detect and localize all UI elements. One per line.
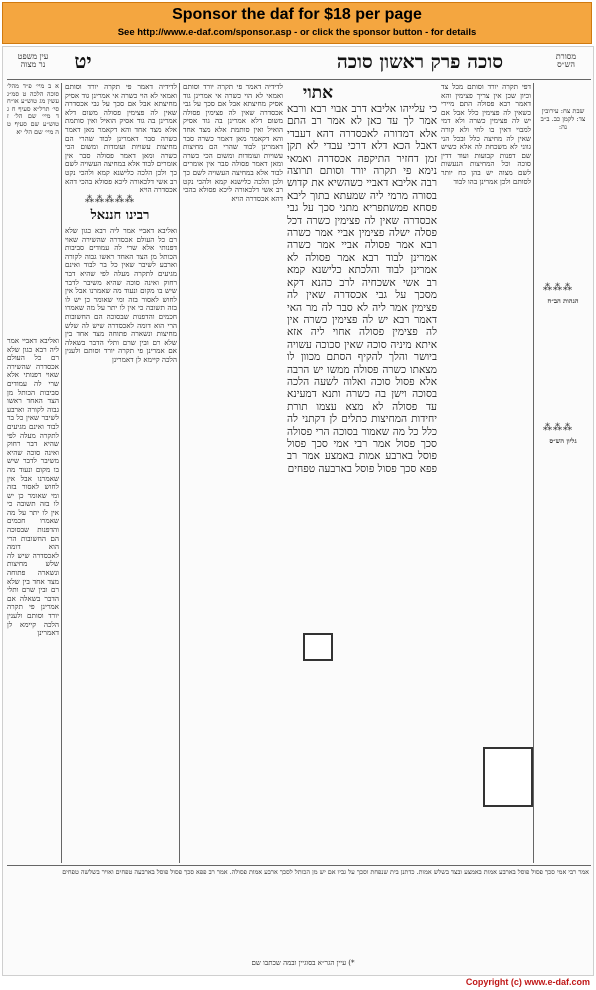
bottom-rule <box>7 865 591 866</box>
ein-mishpat-label: עין משפט נר מצוה <box>17 52 49 69</box>
main-lead-word: אתוי <box>302 83 333 103</box>
rashi-column: דפי תקרה יורד וסותם מכל צד וכיון שכן אין צריך פצימין והא דאמר רבא פסולה התם מיירי כשאין לה פצימין כלל אבל אם יש לה פצימין כשרה ולא דמי למבוי דאין בו לחי ולא קורה שאין לה מחיצה כלל ובכל הני גווני לא משכחת לה אלא כשיש שם דפנות קבועות ועוד דדין סוכה וכל המחיצות הנעשות לשם מצוה יש בהן כח יותר לסותם ולכן אמרינן בהו לבוד <box>441 83 531 186</box>
sponsor-title[interactable]: Sponsor the daf for $18 per page <box>172 6 422 23</box>
commentary-column-top: לדידיה דאמר פי תקרה יורד וסותם ואמאי לא הוי כשרה אי אמרינן גוד אסיק מחיצתא אבל אם סכך על גבי אכסדרה שאין לה פצימין פסולה משום דלא אמרינן בה גוד אסיק הואיל ואין סותמת אלא מצד אחד והא דקאמר מאן דאמר כשרה סבר דאמרינן לבוד שהרי הם מחיצות עשויות ועומדות ומשום הכי כשרה ומאן דאמר פסולה סבר אין אומרים לבוד אלא במחיצה העשויה לשם כך ולכן הלכה כלישנא קמא ולהכי נקט רב אשי דלכאורה ליכא פסולא בהכי דהא אכסדרה הויא <box>65 83 177 193</box>
masoret-references: שבת צח: עירובין צד: לקמן כב. ב״ב נה: <box>540 107 586 131</box>
left-margin-commentary: ואליבא דאביי אמר ליה רבא כגון שלא רם כל העולם אכסדרה שהשירה שאוי דפנותי אלא שרי לה עמודים סביבות הכותל מן הצד האחד ראשו גבוה לקורה וארבע לשיבר שאין כל בר לבוד ואינם מגיעים לתקרה מעלה לפי שהיא דבר רחוק ואינה סוכה שהיא משיבר לדבר שיש בו מקום ונעוד מה שאמרנו אבל אין לחוש לאסור בזה ומי שאומר כן יש לו בזה תשובה כי אין לו יתר על מה שאמרו חכמים והדפנות שבסוכה הם החשובות הרי הוא דומה לאכסדרה שיש לה שלש מחיצות ונשארה פתוחה מצד אחד בין שלא רם ובין שרם ותלי הדבר בשאלה אם אמרינן פי תקרה יורד וסותם ולענין הלכה קיימא לן דאמרינן <box>7 337 59 638</box>
divider-ornament-left: ⁂⁂⁂⁂⁂ <box>85 195 135 205</box>
tosafot-column: לדידיה דאמר פי תקרה יורד וסותם ואמאי לא הוי כשרה אי אמרינן גוד אסיק מחיצתא אבל אם סכך על גבי אכסדרה שאין לה פצימין פסולה משום דלא אמרינן בה גוד אסיק הואיל ואין סותמת אלא מצד אחד והא דקאמר מאן דאמר כשרה סבר דאמרינן לבוד שהרי הם מחיצות עשויות ועומדות ומשום הכי כשרה ומאן דאמר פסולה סבר אין אומרים לבוד אלא במחיצה העשויה לשם כך ולכן הלכה כלישנא קמא ולהכי נקט רב אשי דלכאורה ליכא פסולא בהכי דהא אכסדרה הויא <box>183 83 283 203</box>
header-rule <box>7 79 591 80</box>
divider-ornament-right-1: ⁂⁂⁂ <box>543 283 573 293</box>
gemara-main-text: כי עלייהו אליבא דרב אבוי רבא ורבא אמר לך עד כאן לא אמר רב התם אלא דמדורה לאכסדרה דהא דעבדי דאבל הכא דלא דרכי עבדי לא תקן זמן דחזיר התיקפה אכסדרה ואמאי נימא פי תקרה יורד וסותם תרוצה רבה אליבא דאביי כשהשיא את קדוש בסורה מרמי ליה שמעתא בתוך ליבא פסחא פמשתפריא מתני סכך על גבי אכסדרה שאין לה פצימין כשרה דכל פסלה ישלה פצימין אביי אמר כשרה רבא אמר פסולה אביי אמר כשרה אמרינן לבוד רבא אמר פסולה לא אמרינן לבוד והלכתא כלישנא קמא רב אשי אשכחיה לרב כהנא דקא מסכך על גבי אכסדרה שאין לה פצימין אמר ליה לא סבר לה מר האי דאמר רבא יש לה פצימין כשרה אין לה פצימין פסולה אחוי ליה אזא איתא מיניה סוכה שאין סכוכה עשויה ביושר והלך להקיף הסתם מכוון לו מצאתו כשרה פסולה ממשו יש הרבה אלא פסול סוכה ואלוה לשעה הלכה בסוכה וישן בה כשרה ותנא דמעינא עד פסולה לא מצא עצמו תורת יחידות המחיצות כתלים לן דקתני לה כלל כל מה שאמור בסוכה הרי פסולה סכך פסול אמר רבי אמי סכך פסול פוסל בארבע אמות באמצע אמר רב פפא סכך פסול פוסל בארבעה טפחים <box>287 103 437 475</box>
rabbeinu-chananel-column: ואליבא דאביי אמר ליה רבא כגון שלא רם כל העולם אכסדרה שהשירה שאוי דפנותי אלא שרי לה עמודים סביבות הכותל מן הצד האחד ראשו גבוה לקורה וארבע לשיבר שאין כל בר לבוד ואינם מגיעים לתקרה מעלה לפי שהיא דבר רחוק ואינה סוכה שהיא משיבר לדבר שיש בו מקום ונעוד מה שאמרנו אבל אין לחוש לאסור בזה ומי שאומר כן יש לו בזה תשובה כי אין לו יתר על מה שאמרו חכמים והדפנות שבסוכה הם החשובות הרי הוא דומה לאכסדרה שיש לה שלש מחיצות ונשארה פתוחה מצד אחד בין שלא רם ובין שרם ותלי הדבר בשאלה אם אמרינן פי תקרה יורד וסותם ולענין הלכה קיימא לן דאמרינן <box>65 227 177 364</box>
folio-number: יט <box>74 49 92 73</box>
ein-mishpat-column: א ב מיי׳ פ״ד מהל׳ סוכה הלכה ט סמ״ג עשין מג טוש״ע או״ח סי׳ תרל״א סעיף ח ג ד מיי׳ שם הל׳ ז טוש״ע שם סעיף ט ה מיי׳ שם הל׳ יא <box>7 83 59 136</box>
left-margin-rule <box>61 83 62 863</box>
divider-ornament-right-2: ⁂⁂⁂ <box>543 423 573 433</box>
inline-box <box>303 633 333 661</box>
diagram-box <box>483 747 533 807</box>
footnote: *) עיין הגר״א בסוגיין ובמה שכתבו שם <box>251 959 355 967</box>
sponsor-banner[interactable] <box>2 2 592 44</box>
sponsor-subtitle[interactable]: See http://www.e-daf.com/sponsor.asp - or click the sponsor button - for details <box>117 27 477 38</box>
right-column-rule <box>533 83 534 863</box>
masoret-label: מסורת הש״ס <box>555 52 577 69</box>
gilyon-label: גליון הש״ס <box>549 437 577 445</box>
bottom-commentary: אמר רבי אמי סכך פסול פוסל בארבע אמות באמצע ובצד בשלש אמות. כדתנן בית שנפחת וסכך על גביו אם יש מן הכותל לסכך ארבע אמות פסולה. אמר רב פפא סכך פסול פוסל בארבעה טפחים ואויר בשלשה טפחים <box>62 869 589 876</box>
chapter-header: סוכה פרק ראשון סוכה <box>336 51 503 73</box>
left-column-rule <box>179 83 180 863</box>
hagahot-label: הגהות הב״ח <box>547 297 579 305</box>
rabbeinu-chananel-heading: רבינו חננאל <box>90 208 150 223</box>
talmud-page <box>2 46 594 976</box>
copyright-notice[interactable]: Copyright (c) www.e-daf.com <box>465 977 590 987</box>
